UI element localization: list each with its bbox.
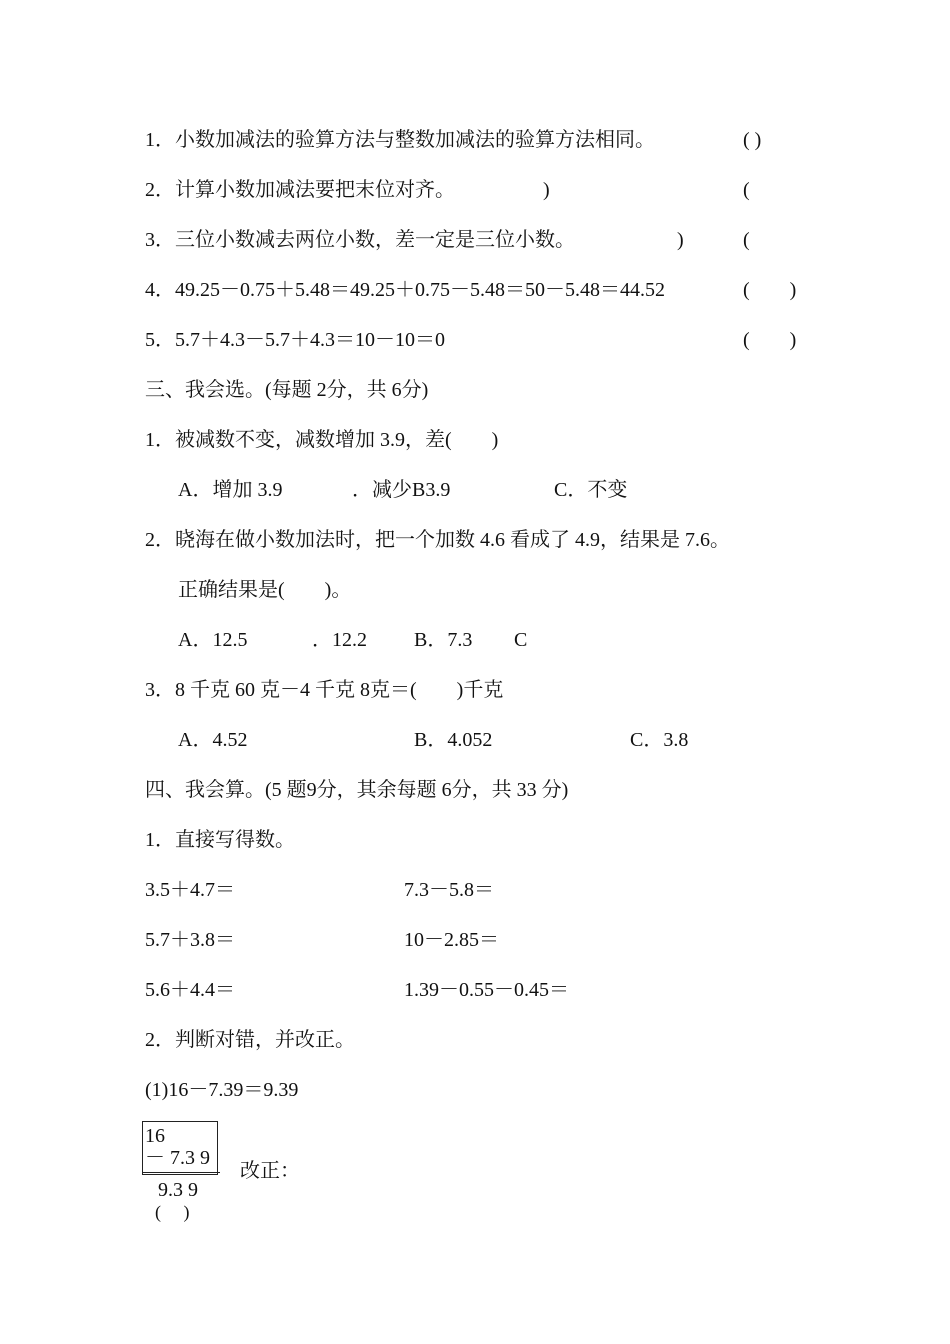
choose-q2-stem-cont: 正确结果是( )。	[178, 579, 352, 601]
judge-mid-2: )	[543, 179, 550, 201]
choose-q2-option-d[interactable]: C	[514, 629, 528, 651]
vertical-calc-rule	[142, 1172, 220, 1173]
calc-row-1-left: 3.5＋4.7＝	[145, 879, 235, 901]
judge-paren-2[interactable]: (	[743, 179, 750, 201]
choose-q2-stem: 2．晓海在做小数加法时，把一个加数 4.6 看成了 4.9，结果是 7.6。	[145, 529, 730, 551]
choose-q2-option-b[interactable]: ．12.2	[312, 629, 367, 651]
calc-row-2-right: 10－2.85＝	[404, 929, 499, 951]
calc-row-3-right: 1.39－0.55－0.45＝	[404, 979, 569, 1001]
judge-paren-1[interactable]: ( )	[743, 129, 762, 151]
correction-label: 改正：	[240, 1160, 300, 1182]
calc-sub2-title: 2．判断对错，并改正。	[145, 1029, 355, 1051]
choose-q1-stem: 1．被减数不变，减数增加 3.9，差( )	[145, 429, 499, 451]
choose-q1-option-a[interactable]: A．增加 3.9	[178, 479, 283, 501]
choose-q3-option-a[interactable]: A．4.52	[178, 729, 248, 751]
calc-row-2-left: 5.7＋3.8＝	[145, 929, 235, 951]
vertical-subtrahend: － 7.3 9	[145, 1147, 210, 1169]
judge-item-5: 5．5.7＋4.3－5.7＋4.3＝10－10＝0	[145, 329, 445, 351]
choose-q2-option-c[interactable]: B．7.3	[414, 629, 473, 651]
judge-paren-3[interactable]: (	[743, 229, 750, 251]
choose-q1-option-c[interactable]: C．不变	[554, 479, 628, 501]
vertical-judge-paren[interactable]: ( )	[155, 1202, 190, 1222]
calc-example-1: (1)16－7.39＝9.39	[145, 1079, 299, 1101]
judge-item-1: 1．小数加减法的验算方法与整数加减法的验算方法相同。	[145, 129, 655, 151]
choose-q1-option-b[interactable]: ．减少B3.9	[352, 479, 451, 501]
section-heading-calc: 四、我会算。(5 题9分，其余每题 6分，共 33 分)	[145, 779, 569, 801]
judge-paren-4[interactable]: ( )	[743, 279, 797, 301]
judge-item-3: 3．三位小数减去两位小数，差一定是三位小数。	[145, 229, 575, 251]
judge-mid-3: )	[677, 229, 684, 251]
choose-q3-option-b[interactable]: B．4.052	[414, 729, 493, 751]
calc-row-1-right: 7.3－5.8＝	[404, 879, 494, 901]
choose-q3-stem: 3．8 千克 60 克－4 千克 8克＝( )千克	[145, 679, 504, 701]
judge-item-2: 2．计算小数加减法要把末位对齐。	[145, 179, 455, 201]
choose-q2-option-a[interactable]: A．12.5	[178, 629, 248, 651]
judge-item-4: 4．49.25－0.75＋5.48＝49.25＋0.75－5.48＝50－5.48＝44.52	[145, 279, 665, 301]
vertical-minuend: 16	[145, 1125, 165, 1147]
judge-paren-5[interactable]: ( )	[743, 329, 797, 351]
calc-sub1-title: 1．直接写得数。	[145, 829, 295, 851]
vertical-result: 9.3 9	[158, 1179, 198, 1201]
calc-row-3-left: 5.6＋4.4＝	[145, 979, 235, 1001]
choose-q3-option-c[interactable]: C．3.8	[630, 729, 689, 751]
section-heading-choose: 三、我会选。(每题 2分，共 6分)	[145, 379, 429, 401]
